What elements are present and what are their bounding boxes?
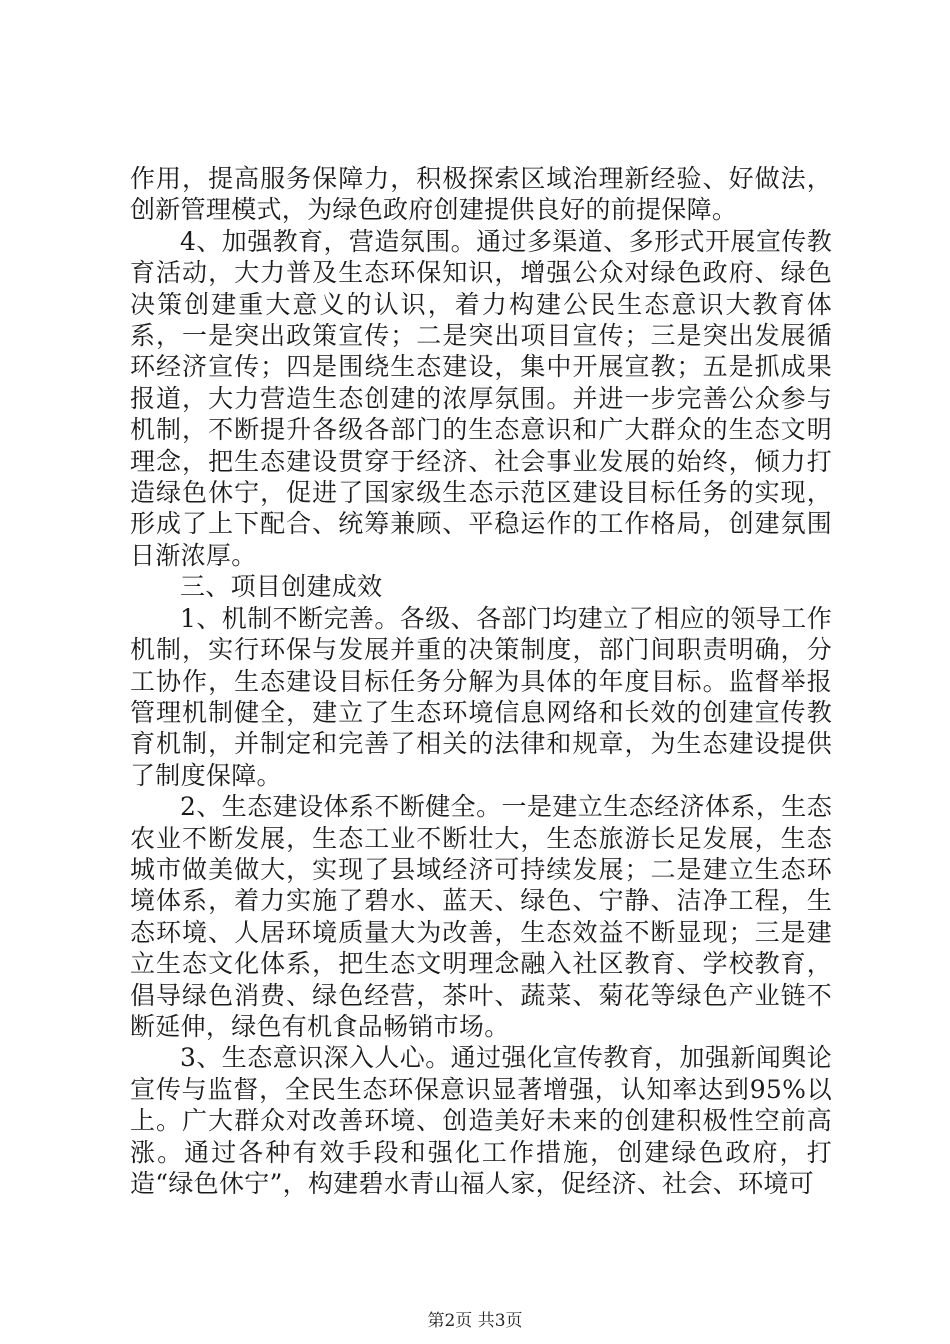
page-footer: 第2页 共3页 [427, 1311, 523, 1331]
document-body [130, 163, 832, 1199]
paragraph-mechanism: 1、机制不断完善。各级、各部门均建立了相应的领导工作机制，实行环保与发展并重的决策制度，部门间职责明确，分工协作，生态建设目标任务分解为具体的年度目标。监督举报管理机制健全，建立了生态环境信息网络和长效的创建宣传教育机制，并制定和完善了相关的法律和规章，为生态建设提供了制度保障。 [130, 603, 832, 790]
paragraph-eco-awareness: 3、生态意识深入人心。通过强化宣传教育，加强新闻舆论宣传与监督，全民生态环保意识显著增强，认知率达到95%以上。广大群众对改善环境、创造美好未来的创建积极性空前高涨。通过各种有效手段和强化工作措施，创建绿色政府，打造“绿色休宁”，构建碧水青山福人家，促经济、社会、环境可 [130, 1043, 832, 1198]
section-heading-results: 三、项目创建成效 [180, 572, 383, 602]
paragraph-education: 4、加强教育，营造氛围。通过多渠道、多形式开展宣传教育活动，大力普及生态环保知识，增强公众对绿色政府、绿色决策创建重大意义的认识，着力构建公民生态意识大教育体系，一是突出政策宣传；二是突出项目宣传；三是突出发展循环经济宣传；四是围绕生态建设，集中开展宣教；五是抓成果报道，大力营造生态创建的浓厚氛围。并进一步完善公众参与机制，不断提升各级各部门的生态意识和广大群众的生态文明理念，把生态建设贯穿于经济、社会事业发展的始终，倾力打造绿色休宁，促进了国家级生态示范区建设目标任务的实现，形成了上下配合、统筹兼顾、平稳运作的工作格局，创建氛围日渐浓厚。 [130, 226, 832, 570]
paragraph-continuation: 作用，提高服务保障力，积极探索区域治理新经验、好做法，创新管理模式，为绿色政府创建提供良好的前提保障。 [130, 164, 832, 225]
paragraph-eco-system: 2、生态建设体系不断健全。一是建立生态经济体系，生态农业不断发展，生态工业不断壮大，生态旅游长足发展，生态城市做美做大，实现了县域经济可持续发展；二是建立生态环境体系，着力实施了碧水、蓝天、绿色、宁静、洁净工程，生态环境、人居环境质量大为改善，生态效益不断显现；三是建立生态文化体系，把生态文明理念融入社区教育、学校教育，倡导绿色消费、绿色经营，茶叶、蔬菜、菊花等绿色产业链不断延伸，绿色有机食品畅销市场。 [130, 792, 832, 1041]
